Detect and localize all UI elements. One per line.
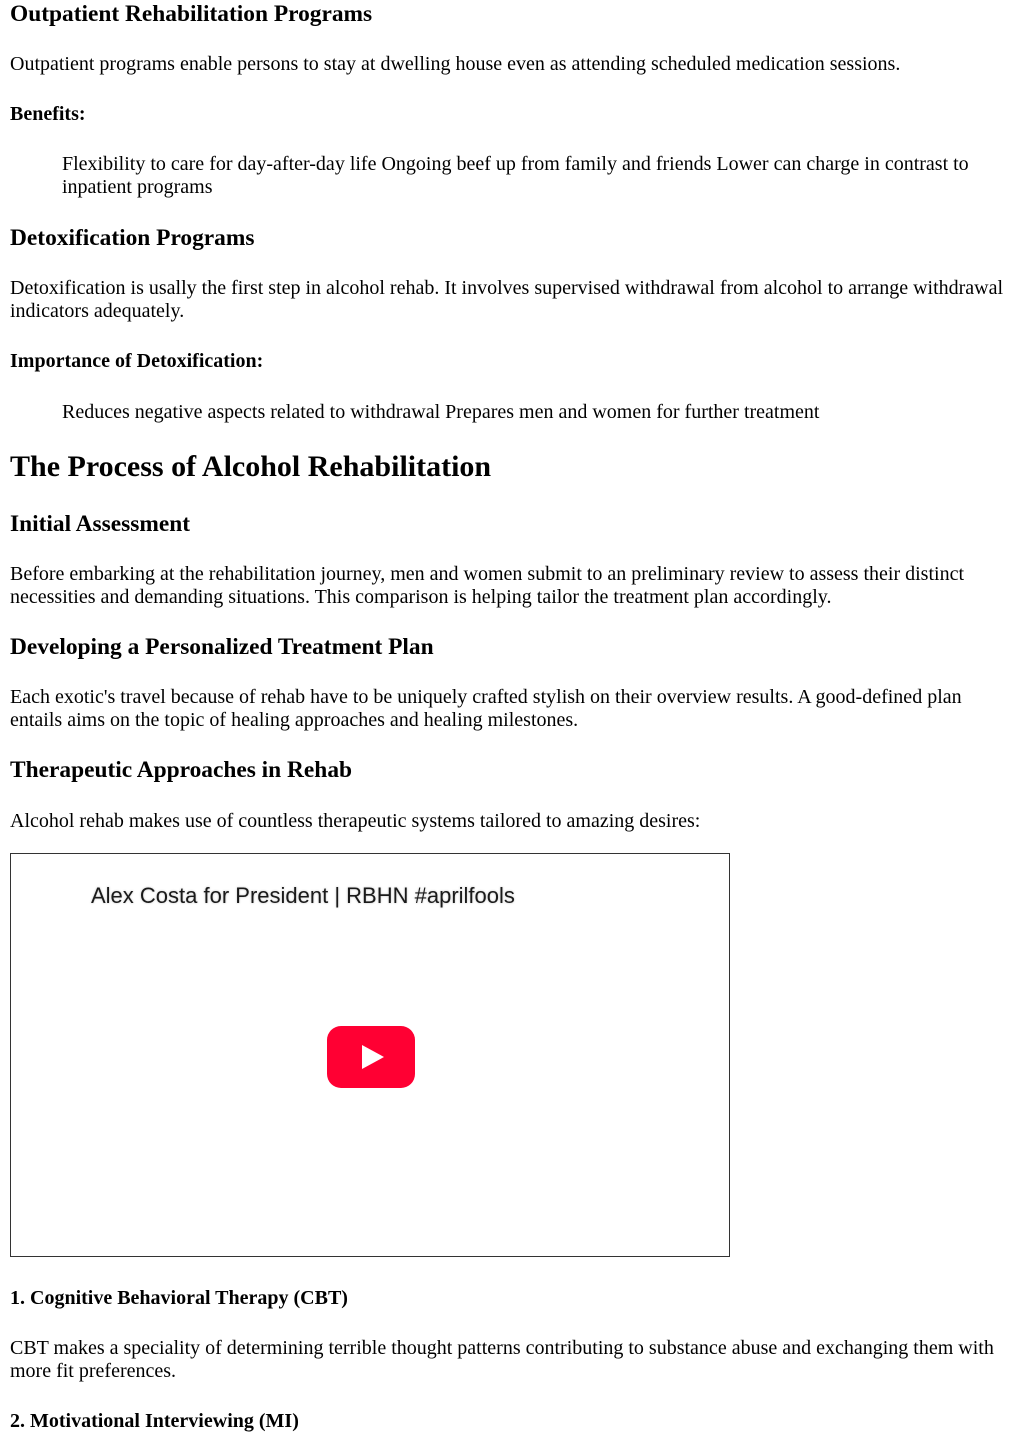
- benefits-list: Flexibility to care for day-after-day life Ongoing beef up from family and friends Lower can charge in contrast to inpatient programs: [62, 153, 969, 198]
- benefits-label: Benefits:: [10, 103, 86, 125]
- outpatient-intro: Outpatient programs enable persons to stay at dwelling house even as attending scheduled medication sessions.: [10, 53, 901, 75]
- process-heading: The Process of Alcohol Rehabilitation: [10, 450, 492, 483]
- detox-heading: Detoxification Programs: [10, 225, 255, 251]
- video-embed[interactable]: [10, 853, 730, 1257]
- play-icon[interactable]: [327, 1026, 415, 1088]
- plan-text: Each exotic's travel because of rehab have to be uniquely crafted stylish on their overview results. A good-defined plan entails aims on the topic of healing approaches and healing milestones.: [10, 686, 962, 731]
- detox-importance-label: Importance of Detoxification:: [10, 350, 264, 372]
- approaches-heading: Therapeutic Approaches in Rehab: [10, 757, 353, 783]
- assessment-heading: Initial Assessment: [10, 511, 190, 537]
- cbt-text: CBT makes a speciality of determining terrible thought patterns contributing to substance abuse and exchanging them with more fit preferences.: [10, 1337, 994, 1382]
- mi-heading: 2. Motivational Interviewing (MI): [10, 1410, 299, 1432]
- approaches-text: Alcohol rehab makes use of countless therapeutic systems tailored to amazing desires:: [10, 810, 701, 832]
- cbt-heading: 1. Cognitive Behavioral Therapy (CBT): [10, 1287, 348, 1309]
- detox-intro: Detoxification is usally the first step in alcohol rehab. It involves supervised withdrawal from alcohol to arrange withdrawal indicators adequately.: [10, 277, 1004, 322]
- detox-importance-list: Reduces negative aspects related to withdrawal Prepares men and women for further treatment: [62, 401, 820, 423]
- video-title[interactable]: Alex Costa for President | RBHN #aprilfools: [91, 883, 515, 908]
- outpatient-heading: Outpatient Rehabilitation Programs: [10, 1, 373, 27]
- assessment-text: Before embarking at the rehabilitation journey, men and women submit to an preliminary review to assess their distinct necessities and demanding situations. This comparison is helping tailor the treatment plan accordingly.: [10, 563, 965, 608]
- plan-heading: Developing a Personalized Treatment Plan: [10, 634, 434, 660]
